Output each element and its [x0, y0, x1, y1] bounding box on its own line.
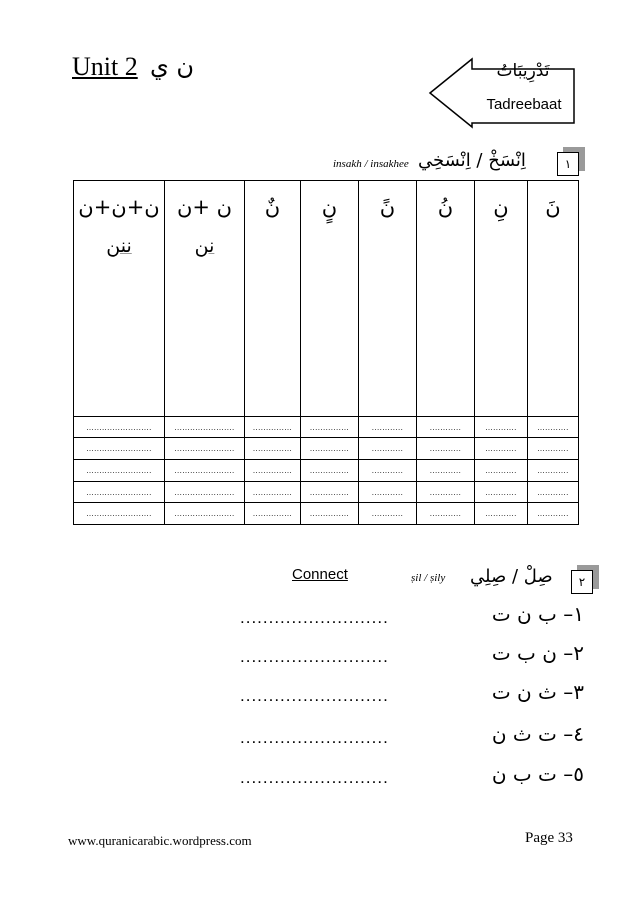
writing-line: .........................: [86, 509, 152, 519]
answer-line[interactable]: ..........................: [240, 728, 389, 747]
exercise2-number-box: [571, 570, 593, 594]
practice-cell[interactable]: [74, 416, 165, 438]
tadreebaat-arabic: تَدْرِيبَاتُ: [496, 61, 550, 81]
writing-line: ...............: [309, 465, 350, 475]
writing-line: .......................: [174, 422, 235, 432]
connect-item: [230, 722, 590, 752]
practice-cell[interactable]: [165, 503, 245, 525]
practice-cell[interactable]: [301, 481, 359, 503]
table-header-cell: نٌ: [245, 181, 301, 417]
practice-cell[interactable]: [165, 438, 245, 460]
unit-title: Unit 2: [72, 52, 138, 81]
table-header-cell: نِ: [475, 181, 528, 417]
exercise2-number: ٢: [578, 575, 586, 589]
item-label: ٢–: [563, 641, 584, 665]
writing-line: .........................: [86, 487, 152, 497]
practice-row: [74, 460, 579, 482]
writing-line: ............: [429, 444, 462, 454]
exercise1-number: ١: [564, 157, 572, 171]
practice-cell[interactable]: [245, 460, 301, 482]
writing-line: ............: [429, 465, 462, 475]
practice-cell[interactable]: [528, 438, 579, 460]
writing-line: ............: [537, 444, 569, 454]
writing-line: ............: [537, 422, 569, 432]
practice-row: [74, 416, 579, 438]
practice-row: [74, 481, 579, 503]
writing-line: ............: [371, 487, 404, 497]
practice-cell[interactable]: [301, 503, 359, 525]
practice-cell[interactable]: [301, 460, 359, 482]
exercise1-instruction: اِنْسَخْ / اِنْسَخِي: [418, 150, 526, 171]
practice-row: [74, 438, 579, 460]
writing-line: ............: [537, 487, 569, 497]
item-label: ٤–: [563, 722, 584, 746]
practice-cell[interactable]: [74, 481, 165, 503]
item-letters: ب ن ت: [491, 602, 557, 626]
writing-line: ............: [485, 465, 517, 475]
practice-cell[interactable]: [417, 416, 475, 438]
item-label: ٥–: [563, 762, 584, 786]
item-letters: ث ن ت: [491, 680, 557, 704]
practice-cell[interactable]: [417, 481, 475, 503]
practice-cell[interactable]: [301, 416, 359, 438]
practice-cell[interactable]: [359, 416, 417, 438]
writing-line: ...............: [252, 487, 293, 497]
item-label: ٣–: [563, 680, 584, 704]
table-header-cell: نَ: [528, 181, 579, 417]
writing-line: ............: [429, 422, 462, 432]
writing-line: ............: [537, 509, 569, 519]
exercise1-transliteration: insakh / insakhee: [333, 158, 409, 170]
writing-line: ...............: [309, 487, 350, 497]
writing-line: ............: [485, 422, 517, 432]
writing-line: ...............: [252, 465, 293, 475]
practice-cell[interactable]: [301, 438, 359, 460]
practice-cell[interactable]: [245, 481, 301, 503]
practice-cell[interactable]: [74, 438, 165, 460]
connect-label: Connect: [292, 566, 348, 583]
practice-cell[interactable]: [74, 503, 165, 525]
answer-line[interactable]: ..........................: [240, 608, 389, 627]
practice-cell[interactable]: [528, 481, 579, 503]
practice-cell[interactable]: [359, 438, 417, 460]
item-letters: ن ب ت: [491, 641, 557, 665]
writing-line: ............: [485, 509, 517, 519]
table-header-cell: نٍ: [301, 181, 359, 417]
practice-cell[interactable]: [528, 460, 579, 482]
writing-line: ...............: [309, 509, 350, 519]
tadreebaat-english: Tadreebaat: [486, 96, 562, 113]
writing-line: ...............: [252, 509, 293, 519]
practice-cell[interactable]: [74, 460, 165, 482]
writing-line: ............: [371, 509, 404, 519]
practice-cell[interactable]: [165, 416, 245, 438]
writing-line: ............: [371, 465, 404, 475]
writing-line: .........................: [86, 465, 152, 475]
writing-line: ............: [485, 444, 517, 454]
practice-cell[interactable]: [475, 438, 528, 460]
practice-cell[interactable]: [359, 503, 417, 525]
item-label: ١–: [563, 602, 584, 626]
writing-line: ............: [429, 487, 462, 497]
footer-page-number: Page 33: [525, 830, 573, 846]
practice-cell[interactable]: [475, 460, 528, 482]
item-letters: ت ث ن: [491, 722, 557, 746]
footer-website: www.quranicarabic.wordpress.com: [68, 833, 252, 848]
connect-item: [230, 680, 590, 710]
practice-cell[interactable]: [475, 481, 528, 503]
practice-cell[interactable]: [245, 503, 301, 525]
table-header-cell: نُ: [417, 181, 475, 417]
writing-line: ............: [537, 465, 569, 475]
writing-line: .......................: [174, 487, 235, 497]
writing-line: ...............: [309, 422, 350, 432]
table-header-row: [74, 181, 579, 417]
writing-line: .........................: [86, 444, 152, 454]
writing-line: .......................: [174, 444, 235, 454]
table-header-cell: ن+ن+ن ننن: [74, 181, 165, 417]
writing-line: ...............: [252, 444, 293, 454]
writing-line: ............: [485, 487, 517, 497]
writing-line: .......................: [174, 465, 235, 475]
writing-line: ............: [371, 422, 404, 432]
answer-line[interactable]: ..........................: [240, 647, 389, 666]
practice-cell[interactable]: [359, 460, 417, 482]
practice-cell[interactable]: [245, 438, 301, 460]
answer-line[interactable]: ..........................: [240, 686, 389, 705]
practice-row: [74, 503, 579, 525]
practice-cell[interactable]: [417, 503, 475, 525]
writing-line: ............: [371, 444, 404, 454]
connect-item: [230, 641, 590, 671]
item-letters: ت ب ن: [491, 762, 557, 786]
writing-line: .........................: [86, 422, 152, 432]
practice-cell[interactable]: [245, 416, 301, 438]
answer-line[interactable]: ..........................: [240, 768, 389, 787]
practice-cell[interactable]: [359, 481, 417, 503]
writing-line: .......................: [174, 509, 235, 519]
practice-cell[interactable]: [528, 503, 579, 525]
practice-cell[interactable]: [475, 503, 528, 525]
practice-cell[interactable]: [475, 416, 528, 438]
writing-line: ............: [429, 509, 462, 519]
practice-cell[interactable]: [528, 416, 579, 438]
exercise1-number-box: [557, 152, 579, 176]
connect-item: [230, 602, 590, 632]
unit-letters: ن ي: [150, 52, 195, 80]
exercise2-instruction: صِلْ / صِلِي: [470, 566, 553, 587]
practice-cell[interactable]: [165, 460, 245, 482]
practice-cell[interactable]: [165, 481, 245, 503]
table-header-cell: ن +ن نن: [165, 181, 245, 417]
table-header-cell: نً: [359, 181, 417, 417]
copy-practice-table: [73, 180, 579, 525]
connect-item: [230, 762, 590, 792]
practice-cell[interactable]: [417, 460, 475, 482]
exercise2-transliteration: ṣil / ṣily: [411, 572, 446, 584]
writing-line: ...............: [252, 422, 293, 432]
practice-cell[interactable]: [417, 438, 475, 460]
writing-line: ...............: [309, 444, 350, 454]
